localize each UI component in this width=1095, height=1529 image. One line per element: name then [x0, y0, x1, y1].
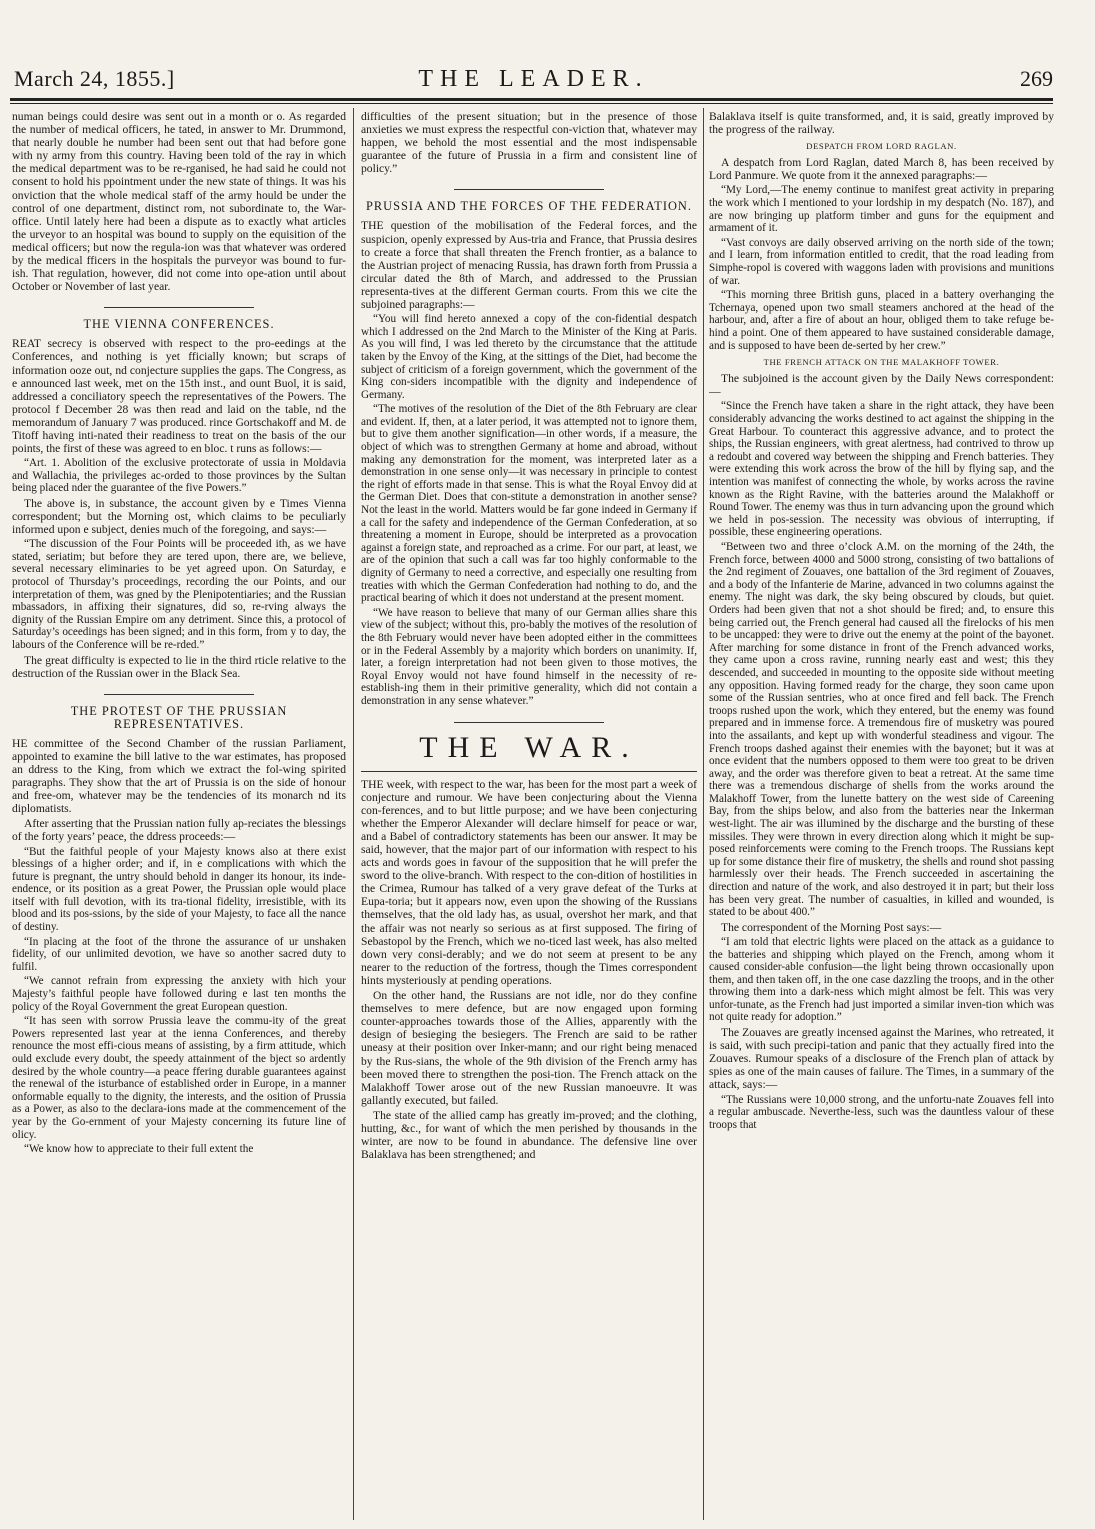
col1-intro-paragraph: numan beings could desire was sent out in a month or o. As regarded the number of medical officers, he tated, in answer to Mr. Drummond, that nearly double he number had been sent out that had before gone with ny army from this country. Having been told of the ray in which the medical department was to be re-rganised, he had said he could not consent to hold his ppointment under the new state of things. It was his onviction that the whole medical staff of the army hould be under the control of one department, distinct rom, not subordinate to, the War-office. Until lately here had been a dispute as to exactly what articles the urveyor to an hospital was bound to supply on the equisition of the medical officers; but now the regula-ion was that whatever was ordered by the medical fficers in the hospitals the purveyor was bound to fur-ish. That regulation, however, did not come into ope-ation until about October or November of last year. — [12, 110, 346, 294]
protest-quote-4: “It has seen with sorrow Prussia leave the commu-ity of the great Powers represented last year at the ienna Conferences, and thereby renounce the most effi-cious means of assisting, by a firm attitude, which ould exclude every doubt, the speedy attainment of the bject so ardently desired by the whole country—a peace ffering durable guarantees against the renewal of the isturbance of established order in Europe, in a manner onformable equally to the dignity, the interests, and the osition of Prussia as a Power, as also to the declara-ions made at the commencement of the year by the Go-ernment of your Majesty concerning its future line of olicy. — [12, 1015, 346, 1141]
federation-paragraph-1: THE question of the mobilisation of the Federal forces, and the suspicion, openly expressed by Aus-tria and France, that Prussia desires to create a force that shall threaten the French frontier, as a balance to the Austrian project of menacing Russia, has drawn forth from Prussia a circular dated the 8th of March, and addressed to the Prussian representa-tives at the different German courts. From this we cite the subjoined paragraphs:— — [361, 219, 697, 312]
war-paragraph-2: On the other hand, the Russians are not idle, nor do they confine themselves to mere defence, but are now engaged upon forming counter-approaches towards those of the Allies, apparently with the design of besieging the besiegers. The French are said to be rather uneasy at their position over Inker-mann; and our right being menaced by the Rus-sians, the whole of the 9th division of the French army has been moved there to strengthen the posi-tion. The French attack on the Malakhoff Tower arose out of the new Russian manoeuvre. It was gallantly executed, but failed. — [361, 989, 697, 1107]
col3-intro-paragraph: Balaklava itself is quite transformed, and, it is said, greatly improved by the progress of the railway. — [709, 110, 1054, 137]
column-2 — [361, 110, 697, 1520]
newspaper-title: THE LEADER. — [418, 66, 649, 92]
vienna-paragraph-1: REAT secrecy is observed with respect to the pro-eedings at the Conferences, and nothing is yet fficially known; but scraps of information ooze out, nd conjecture supplies the gaps. The Congress, as e announced last week, met on the 15th inst., and ount Buol, it is said, addressed a conciliatory speech the representatives of the Powers. The protocol f December 28 was then read and laid on the table, nd the memorandum of January 7 was produced. rince Gortschakoff and M. de Titoff having inti-nated their readiness to treat on the basis of the our points, the first of these was agreed to en bloc. t runs as follows:— — [12, 337, 346, 456]
heading-prussian-protest: THE PROTEST OF THE PRUSSIAN REPRESENTATIVES. — [70, 703, 288, 731]
heading-the-war: THE WAR. — [419, 730, 639, 764]
malakhoff-quote-2: “Between two and three o’clock A.M. on the morning of the 24th, the French force, between 4000 and 5000 strong, consisting of two battalions of the 2nd regiment of Zouaves, one battalion of the 3rd regiment of Zouaves, and a body of the Infanterie de Marine, advanced in two columns against the enemy. The night was dark, the sky being obscured by clouds, but quiet. Orders had been given that not a shot should be fired; and, to ensure this being carried out, the French general had caused all the firelocks of his men to be uncapped: they were to drive out the enemy at the point of the bayonet. After marching for some distance in front of the French advanced works, they came upon a cross ravine, running nearly east and west; this they descended, and succeeded in mounting to the opposite side without meeting any opposition. Having formed ready for the charge, they soon came upon some of the Russian sentries, who at once fired and fell back. The French troops rushed upon the work, which they entered, but the enemy was found prepared and in immense force. A tremendous fire of musketry was poured into the assailants, and kept up with wonderful steadiness and vigour. The French troops dashed against their enemies with the bayonet; but it was at once evident that the numbers opposed to them were too great to be driven away, and the order was therefore given to beat a retreat. At the same time there was a tremendous discharge of shells from the works around the Malakhoff Tower, from the lunette battery on the west side of Careening Bay, from the ships below, and also from the batteries near the Inkerman west-light. The air was illumined by the discharge and the bursting of these missiles. They were thrown in every direction along which it might be sup-posed reinforcements were coming to the French troops. The Russians kept up for some distance their fire of musketry, the shells and round shot passing harmlessly over their heads. The French succeeded in ascertaining the direction and nature of the work, and also destroyed it in part; but their loss has been very great. The number of casualties, in killed and wounded, is stated to be about 400.” — [709, 541, 1054, 919]
federation-quote-1: “You will find hereto annexed a copy of the con-fidential despatch which I addressed on the 2nd March to the Minister of the King at Paris. As you will find, I was led thereto by the circumstance that the attitude taken by the Envoy of the King, at the sittings of the Diet, had become the subject of criticism of a foreign government, which the government of the King con-siders incompatible with the dignity and independence of Germany. — [361, 313, 697, 401]
header-rule-thin — [10, 103, 1053, 104]
raglan-quote-3: “This morning three British guns, placed in a battery overhanging the Tchernaya, opened upon two small steamers anchored at the head of the harbour, and, after a fire of about an hour, obliged them to take refuge be-hind a point. One of them appeared to have sustained considerable damage, and is supposed to have been de-serted by her crew.” — [709, 289, 1054, 352]
vienna-paragraph-2: The above is, in substance, the account given by e Times Vienna correspondent; but the Morning ost, which claims to be peculiarly informed upon e subject, denies much of the foregoing, and says:— — [12, 496, 346, 537]
vienna-quote-morning-post: “The discussion of the Four Points will be proceeded ith, as we have stated, seriatim; but before they are tered upon, there are, we believe, several necessary eliminaries to be yet agreed upon. On Saturday, e protocol of Thursday’s proceedings, recording the our Points, and our interpretation of them, was gned by the Plenipotentiaries; and the Russian mbassadors, in affixing their signatures, did so, re-rving always the dignity of the Russian Empire om any detriment. Since this, a protocol of Saturday’s oceedings has been signed; and in this form, from y to day, the labours of the Conference will be re-rded.” — [12, 538, 346, 651]
federation-quote-2: “The motives of the resolution of the Diet of the 8th February are clear and evident. If, then, at a later period, it was attempted not to ignore them, but to give them another signification—in other words, if a measure, the object of which was to strengthen Germany at home and abroad, without making any demonstration for the moment, was interpreted later as a demonstration in one sense only—it was necessary in principle to contest the right of efforts made in that sense. This is what the Royal Envoy did at the German Diet. Does that con-stitute a demonstration in another sense? Not the least in the world. Matters would be far gone indeed in Germany if a call for the safety and independence of the German Confederation, at so threatening a moment in Europe, should be interpreted as a provocation against a foreign state, and reproached as a crime. For our part, at least, we are of the opinion that such a call was far too highly conformable to the dignity of Germany to need a corrective, and especially one resulting from treaties with which the German Confederation had nothing to do, and the practical bearing of which it does not understand at the present moment. — [361, 403, 697, 605]
malakhoff-quote-3: “I am told that electric lights were placed on the attack as a guidance to the batteries and shipping which played on the French, among whom it caused consider-able confusion—the light being thrown occasionally upon them, and then taken off, in the one case dazzling the troops, and in the other throwing them into a dark-ness which might almost be felt. This was very unfor-tunate, as the French had just imported a similar inven-tion which was not quite ready for adoption.” — [709, 935, 1054, 1024]
section-rule — [104, 694, 254, 695]
war-paragraph-1: THE week, with respect to the war, has been for the most part a week of conjecture and rumour. We have been conjecturing about the Vienna con-ferences, and to but little purpose; and we have been conjecturing whether the Emperor Alexander will declare himself for peace or war, and a Babel of contradictory statements has been our answer. It may be said, however, that the major part of our information with respect to his acts and words goes in favour of the supposition that he will prefer the sword to the olive-branch. With respect to the con-dition of hostilities in the Crimea, Rumour has talked of a very grave defeat of the Turks at Eupa-toria; but it appears now, even upon the showing of the Russians themselves, that the old lady has, as usual, overshot her mark, and that the affair was not nearly so serious as at first supposed. The firing of Sebastopol by the French, which we no-ticed last week, has also melted down very consi-derably; and we do not seem at present to be any nearer to the reduction of the fortress, though the Times correspondent hints mysteriously at pending operations. — [361, 777, 697, 987]
heading-vienna-conferences: THE VIENNA CONFERENCES. — [83, 317, 275, 332]
malakhoff-paragraph-2: The correspondent of the Morning Post says:— — [721, 920, 942, 934]
header-rule — [10, 98, 1053, 101]
heading-prussia-federation: PRUSSIA AND THE FORCES OF THE FEDERATION. — [366, 199, 692, 214]
column-1 — [12, 110, 346, 1520]
col2-intro-paragraph: difficulties of the present situation; but in the presence of those anxieties we must express the respectful con-viction that, whatever may happen, we behold the most essential and the most indispensable guarantee of the future of Prussia in a firm and consistent line of policy.” — [361, 110, 697, 176]
malakhoff-paragraph-1: The subjoined is the account given by the Daily News correspondent:— — [709, 372, 1054, 399]
heading-malakhoff-attack: THE FRENCH ATTACK ON THE MALAKHOFF TOWER. — [763, 357, 1000, 368]
vienna-paragraph-3: The great difficulty is expected to lie in the third rticle relative to the destruction of the Russian ower in the Black Sea. — [12, 653, 346, 680]
section-rule — [104, 307, 254, 308]
issue-date: March 24, 1855.] — [14, 66, 175, 91]
protest-paragraph-1: HE committee of the Second Chamber of the russian Parliament, appointed to examine the bill lative to the war estimates, has proposed an ddress to the King, from which we extract the fol-wing spirited paragraphs. They show that the art of Prussia is on the side of honour and free-om, whatever may be the tendencies of its monarch nd its diplomatists. — [12, 736, 346, 816]
raglan-quote-2: “Vast convoys are daily observed arriving on the north side of the town; and I learn, from information entitled to credit, that the road leading from Simphe-ropol is covered with waggons laden with provisions and munitions of war. — [709, 236, 1054, 287]
protest-quote-2: “In placing at the foot of the throne the assurance of ur unshaken fidelity, of our unlimited devotion, we have so another sacred duty to fulfil. — [12, 935, 346, 973]
protest-paragraph-2: After asserting that the Prussian nation fully ap-reciates the blessings of the forty years’ peace, the ddress proceeds:— — [12, 817, 346, 844]
federation-quote-3: “We have reason to believe that many of our German allies share this view of the subject; without this, pro-bably the motives of the resolution of the 8th February would never have been adopted either in the committees or in the Federal Assembly by a majority which borders on unanimity. If, later, a foreign interpretation had not been given to those motives, the Royal Envoy would not have found himself in the necessity of re-establish-ing them in their primitive generality, which did not contain a demonstration in any sense whatever.” — [361, 606, 697, 707]
heading-raglan-despatch: DESPATCH FROM LORD RAGLAN. — [806, 141, 957, 152]
war-paragraph-3: The state of the allied camp has greatly im-proved; and the clothing, hutting, &c., for want of which the men perished by thousands in the winter, are now to be found in abundance. The defensive line over Balaklava has been strengthened; and — [361, 1108, 697, 1162]
column-divider-1 — [353, 108, 354, 1520]
raglan-paragraph-1: A despatch from Lord Raglan, dated March 8, has been received by Lord Panmure. We quote from it the annexed paragraphs:— — [709, 156, 1054, 183]
protest-quote-3: “We cannot refrain from expressing the anxiety with hich your Majesty’s faithful people have followed during e last ten months the policy of the Royal Government the great European question. — [12, 975, 346, 1013]
protest-quote-5: “We know how to appreciate to their full extent the — [24, 1143, 254, 1156]
vienna-quote-article-1: “Art. 1. Abolition of the exclusive protectorate of ussia in Moldavia and Wallachia, the privileges ac-orded to those provinces by the Sultan being placed nder the guarantee of the five Powers.” — [12, 457, 346, 495]
war-rule — [361, 771, 697, 772]
malakhoff-quote-4: “The Russians were 10,000 strong, and the unfortu-nate Zouaves fell into a regular ambuscade. Neverthe-less, such was the dauntless valour of these troops that — [709, 1093, 1054, 1131]
protest-quote-1: “But the faithful people of your Majesty knows also at there exist blessings of a higher order; and if, in e complications with which the future is pregnant, the untry should behold in danger its honour, its inde-endence, or its position as a great Power, the Prussian ople would place itself with full devotion, with its tra-tional fidelity, irresistible, with its blood and its pos-ssions, by the side of your Majesty, to face all the nance of destiny. — [12, 845, 346, 934]
section-rule — [454, 722, 604, 723]
malakhoff-paragraph-3: The Zouaves are greatly incensed against the Marines, who retreated, it is said, with such precipi-tation and panic that they actually fired into the Zouaves. Rumour speaks of a disclosure of the French plan of attack by spies as one of the main causes of failure. The Times, in a summary of the attack, says:— — [709, 1026, 1054, 1092]
malakhoff-quote-1: “Since the French have taken a share in the right attack, they have been considerably advancing the works destined to act against the shipping in the Great Harbour. To counteract this aggressive advance, and to protect the ships, the Russian engineers, with great alertness, had contrived to throw up a redoubt and covered way between the shipping and French batteries. They were extending this work across the brow of the hill by flying sap, and the intention was manifest of connecting the whole, by works across the ravine known as the Right Ravine, with the batteries around the Malakhoff or Round Tower. The enemy was thus in turn advancing upon the ground which we held in pos-session. The necessity was obvious of interrupting, if possible, these engineering operations. — [709, 400, 1054, 539]
masthead — [14, 66, 1053, 98]
section-rule — [454, 189, 604, 190]
column-divider-2 — [703, 108, 704, 1520]
page-number: 269 — [1020, 66, 1053, 91]
raglan-quote-1: “My Lord,—The enemy continue to manifest great activity in preparing the work which I mentioned to your lordship in my despatch (No. 187), and are now bringing up platform timber and guns for the equipment and armament of it. — [709, 184, 1054, 235]
column-3 — [709, 110, 1054, 1520]
